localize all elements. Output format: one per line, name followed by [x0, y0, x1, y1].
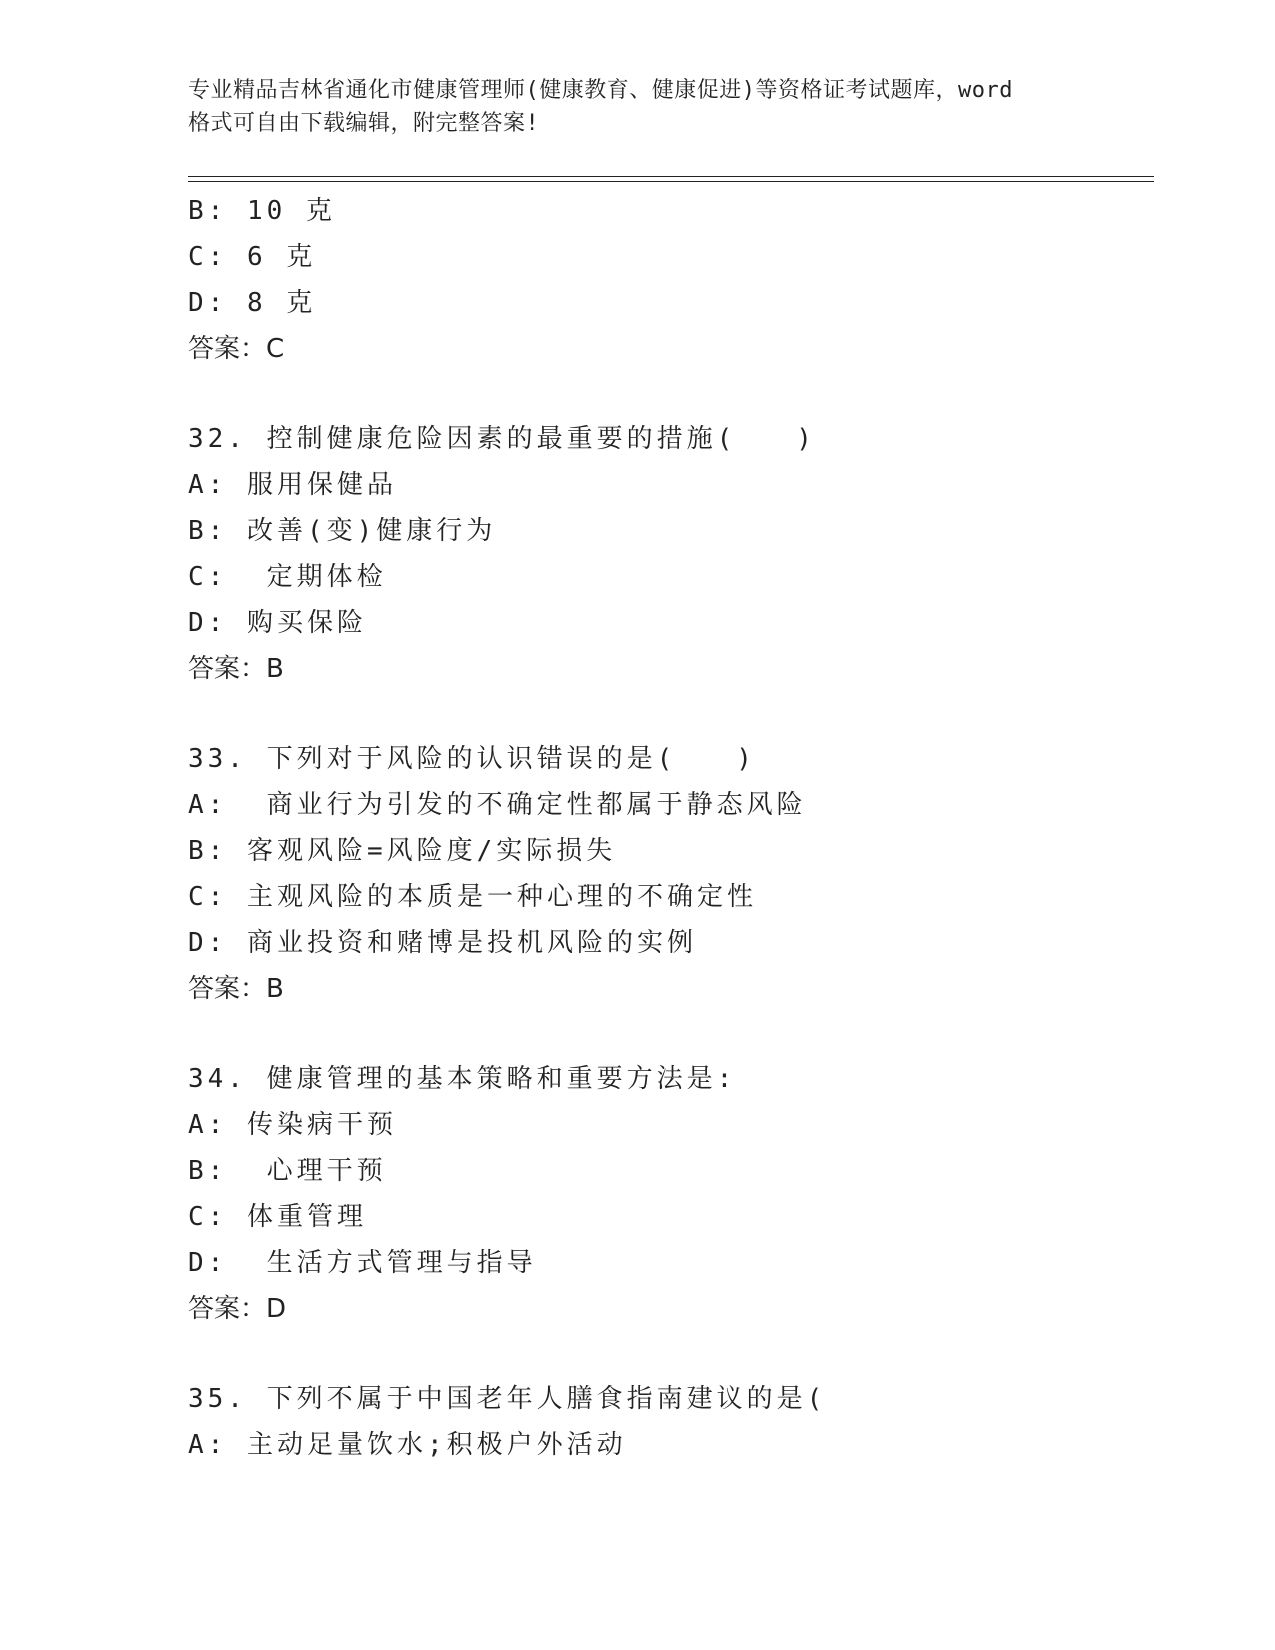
- spacer: [188, 692, 1148, 736]
- header-rule-top: [188, 176, 1154, 177]
- question-stem: 33. 下列对于风险的认识错误的是( ): [188, 744, 756, 774]
- option-d: D: 8 克: [188, 288, 317, 318]
- option-d: D: 购买保险: [188, 608, 367, 638]
- option-c: C: 定期体检: [188, 562, 387, 592]
- option-b: B: 改善(变)健康行为: [188, 516, 497, 546]
- spacer: [188, 1012, 1148, 1056]
- question-list: [188, 188, 1148, 1468]
- option-a: A: 服用保健品: [188, 470, 397, 500]
- answer-line: 答案：B: [188, 654, 284, 684]
- option-d: D: 商业投资和赌博是投机风险的实例: [188, 928, 697, 958]
- option-a: A: 主动足量饮水;积极户外活动: [188, 1430, 627, 1460]
- question-stem: 34. 健康管理的基本策略和重要方法是:: [188, 1064, 737, 1094]
- header-line-2: 格式可自由下载编辑，附完整答案!: [188, 111, 540, 136]
- question-stem: 35. 下列不属于中国老年人膳食指南建议的是(: [188, 1384, 827, 1414]
- option-a: A: 商业行为引发的不确定性都属于静态风险: [188, 790, 807, 820]
- option-c: C: 体重管理: [188, 1202, 367, 1232]
- option-b: B: 10 克: [188, 196, 336, 226]
- question-32: [188, 416, 1148, 692]
- spacer: [188, 372, 1148, 416]
- answer-line: 答案：D: [188, 1294, 287, 1324]
- option-c: C: 主观风险的本质是一种心理的不确定性: [188, 882, 757, 912]
- option-c: C: 6 克: [188, 242, 317, 272]
- question-34: [188, 1056, 1148, 1332]
- answer-line: 答案：C: [188, 334, 285, 364]
- answer-line: 答案：B: [188, 974, 284, 1004]
- option-a: A: 传染病干预: [188, 1110, 397, 1140]
- option-b: B: 客观风险=风险度/实际损失: [188, 836, 617, 866]
- question-31-continuation: [188, 188, 1148, 372]
- header-line-1: 专业精品吉林省通化市健康管理师(健康教育、健康促进)等资格证考试题库，word: [188, 78, 1013, 103]
- question-stem: 32. 控制健康危险因素的最重要的措施( ): [188, 424, 816, 454]
- header-rule-bottom: [188, 181, 1154, 182]
- document-header: [188, 74, 1108, 140]
- spacer: [188, 1332, 1148, 1376]
- question-33: [188, 736, 1148, 1012]
- question-35: [188, 1376, 1148, 1468]
- option-d: D: 生活方式管理与指导: [188, 1248, 537, 1278]
- option-b: B: 心理干预: [188, 1156, 387, 1186]
